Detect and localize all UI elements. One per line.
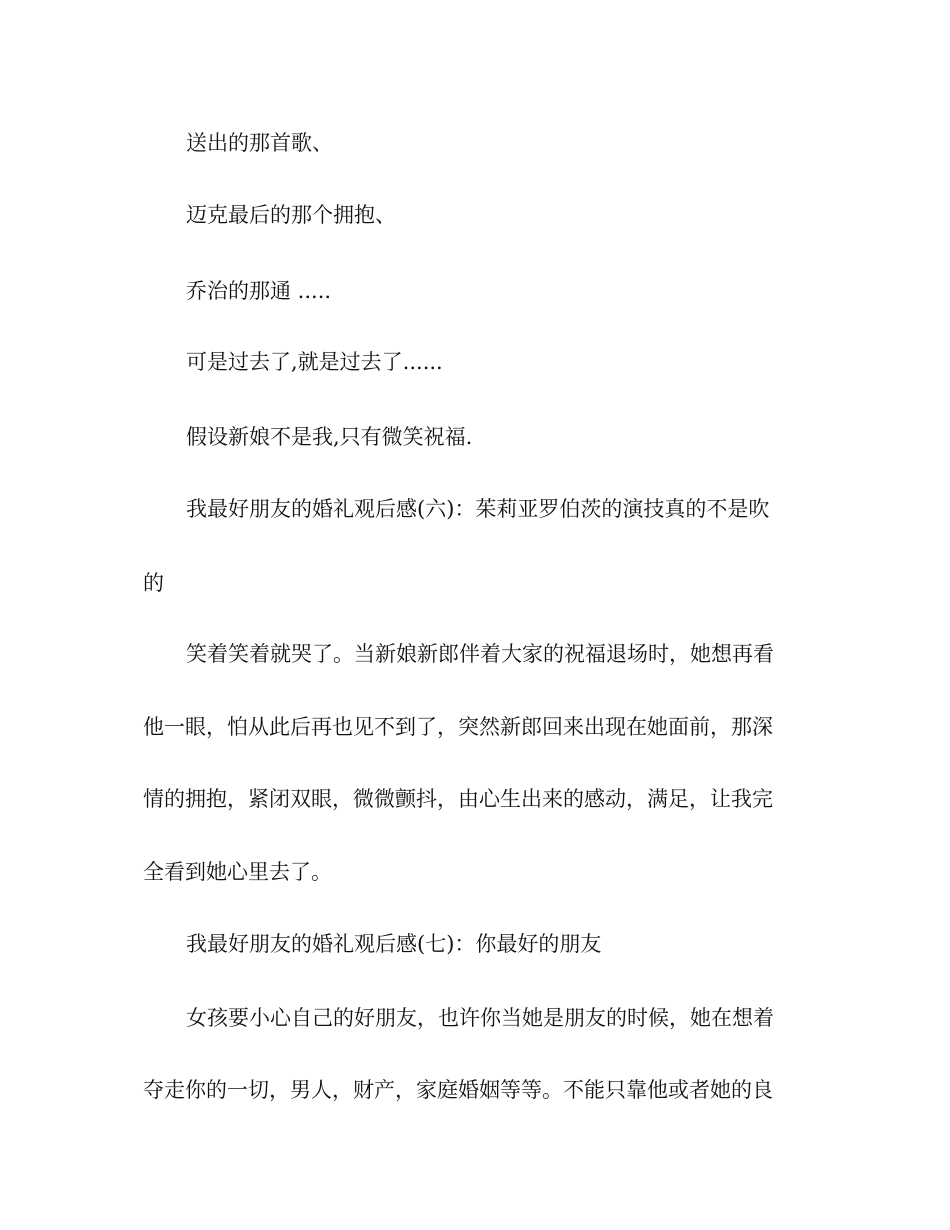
text-line-3: 乔治的那通 ..... xyxy=(186,279,332,303)
section-heading-6: 我最好朋友的婚礼观后感(六)：茱莉亚罗伯茨的演技真的不是吹 xyxy=(186,497,770,521)
text-line-4: 可是过去了,就是过去了...... xyxy=(186,350,443,374)
paragraph-line-1: 笑着笑着就哭了。当新娘新郎伴着大家的祝福退场时，她想再看 xyxy=(186,642,774,666)
section-heading-7: 我最好朋友的婚礼观后感(七)：你最好的朋友 xyxy=(186,932,602,956)
paragraph-line-3: 情的拥抱，紧闭双眼，微微颤抖，由心生出来的感动，满足，让我完 xyxy=(143,787,773,811)
text-line-5: 假设新娘不是我,只有微笑祝福. xyxy=(186,425,473,449)
paragraph-line-6: 夺走你的一切，男人，财产，家庭婚姻等等。不能只靠他或者她的良 xyxy=(143,1078,773,1102)
text-line-2: 迈克最后的那个拥抱、 xyxy=(186,203,396,227)
text-line-1: 送出的那首歌、 xyxy=(186,131,333,155)
paragraph-line-4: 全看到她心里去了。 xyxy=(143,860,332,884)
section-heading-6-continued: 的 xyxy=(143,571,164,595)
paragraph-line-2: 他一眼，怕从此后再也见不到了，突然新郎回来出现在她面前，那深 xyxy=(143,715,773,739)
paragraph-line-5: 女孩要小心自己的好朋友，也许你当她是朋友的时候，她在想着 xyxy=(186,1006,774,1030)
